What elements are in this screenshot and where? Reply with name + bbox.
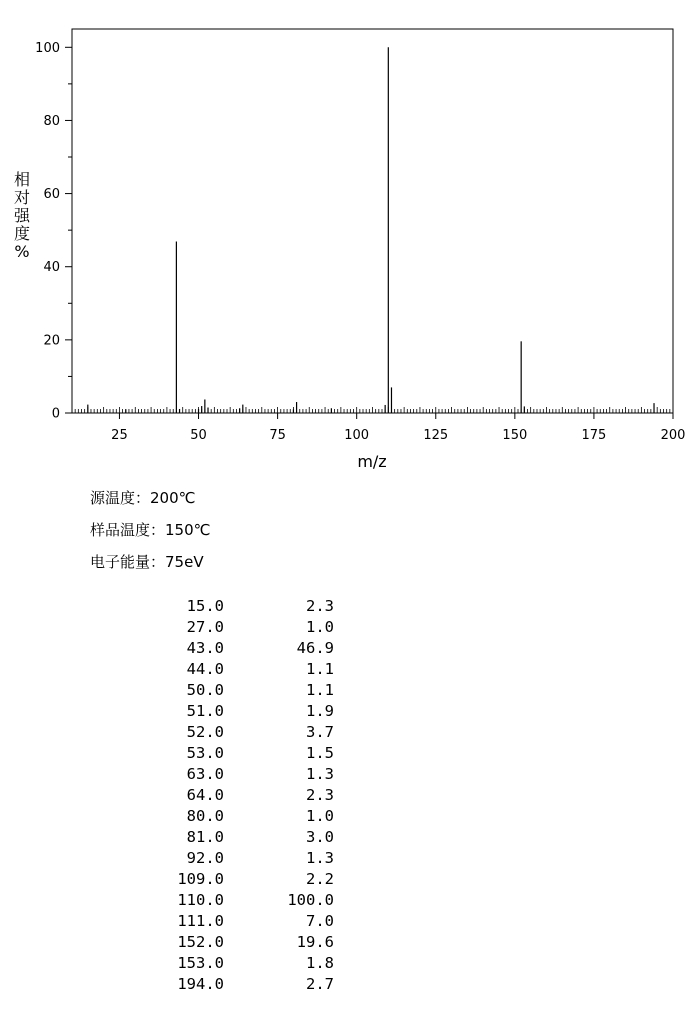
intensity-cell: 1.5 bbox=[306, 744, 334, 762]
intensity-cell: 1.0 bbox=[306, 618, 334, 636]
mz-cell: 15.0 bbox=[186, 597, 224, 615]
intensity-cell: 7.0 bbox=[306, 912, 334, 930]
x-axis-label: m/z bbox=[357, 452, 387, 471]
table-row bbox=[150, 743, 334, 764]
intensity-cell: 2.3 bbox=[306, 786, 334, 804]
electron-energy: 电子能量：75eV bbox=[90, 553, 204, 571]
table-row bbox=[150, 953, 334, 974]
intensity-cell: 1.3 bbox=[306, 849, 334, 867]
y-axis-label-char: 对 bbox=[13, 188, 31, 207]
table-row bbox=[150, 785, 334, 806]
y-axis-label-char: % bbox=[14, 242, 30, 261]
intensity-cell: 46.9 bbox=[296, 639, 334, 657]
x-tick-label: 75 bbox=[269, 428, 286, 443]
intensity-cell: 1.1 bbox=[306, 660, 334, 678]
intensity-cell: 19.6 bbox=[296, 933, 334, 951]
x-axis-ticks bbox=[111, 413, 685, 443]
spectrum-peaks bbox=[88, 47, 654, 413]
table-row bbox=[150, 974, 334, 995]
mz-cell: 43.0 bbox=[186, 639, 224, 657]
intensity-cell: 1.1 bbox=[306, 681, 334, 699]
table-row bbox=[150, 680, 334, 701]
mz-cell: 27.0 bbox=[186, 618, 224, 636]
intensity-cell: 2.7 bbox=[306, 975, 334, 993]
intensity-cell: 2.2 bbox=[306, 870, 334, 888]
table-row bbox=[150, 617, 334, 638]
source-temperature: 源温度：200℃ bbox=[90, 489, 196, 507]
mz-cell: 152.0 bbox=[177, 933, 224, 951]
x-tick-label: 100 bbox=[344, 428, 370, 443]
table-row bbox=[150, 869, 334, 890]
x-tick-label: 25 bbox=[111, 428, 128, 443]
y-axis-ticks bbox=[35, 41, 72, 422]
mz-cell: 64.0 bbox=[186, 786, 224, 804]
table-row bbox=[150, 848, 334, 869]
table-row bbox=[150, 911, 334, 932]
table-row bbox=[150, 659, 334, 680]
y-tick-label: 60 bbox=[43, 187, 60, 203]
mz-cell: 92.0 bbox=[186, 849, 224, 867]
mz-cell: 81.0 bbox=[186, 828, 224, 846]
mz-cell: 109.0 bbox=[177, 870, 224, 888]
table-row bbox=[150, 827, 334, 848]
intensity-cell: 2.3 bbox=[306, 597, 334, 615]
table-row bbox=[150, 596, 334, 617]
table-row bbox=[150, 722, 334, 743]
mz-cell: 51.0 bbox=[186, 702, 224, 720]
y-tick-label: 80 bbox=[43, 113, 60, 129]
y-tick-label: 0 bbox=[51, 406, 60, 422]
plot-frame bbox=[72, 29, 673, 413]
intensity-cell: 3.0 bbox=[306, 828, 334, 846]
y-tick-label: 40 bbox=[43, 260, 60, 276]
mz-cell: 44.0 bbox=[186, 660, 224, 678]
mz-cell: 50.0 bbox=[186, 681, 224, 699]
y-tick-label: 20 bbox=[43, 333, 60, 349]
y-axis-label-char: 相 bbox=[13, 170, 31, 189]
y-axis-label bbox=[14, 170, 31, 261]
y-axis-label-char: 度 bbox=[13, 224, 31, 243]
mz-cell: 53.0 bbox=[186, 744, 224, 762]
table-row bbox=[150, 932, 334, 953]
intensity-cell: 1.0 bbox=[306, 807, 334, 825]
mz-cell: 52.0 bbox=[186, 723, 224, 741]
peak-table bbox=[150, 596, 334, 995]
mz-cell: 63.0 bbox=[186, 765, 224, 783]
x-minor-ticks bbox=[75, 407, 670, 413]
table-row bbox=[150, 764, 334, 785]
table-row bbox=[150, 890, 334, 911]
intensity-cell: 100.0 bbox=[287, 891, 334, 909]
x-tick-label: 50 bbox=[190, 428, 207, 443]
x-tick-label: 175 bbox=[581, 428, 607, 443]
intensity-cell: 1.9 bbox=[306, 702, 334, 720]
intensity-cell: 1.8 bbox=[306, 954, 334, 972]
y-tick-label: 100 bbox=[35, 40, 60, 56]
table-row bbox=[150, 806, 334, 827]
x-tick-label: 200 bbox=[660, 428, 686, 443]
mz-cell: 110.0 bbox=[177, 891, 224, 909]
intensity-cell: 3.7 bbox=[306, 723, 334, 741]
y-axis-label-char: 强 bbox=[13, 206, 31, 225]
intensity-cell: 1.3 bbox=[306, 765, 334, 783]
table-row bbox=[150, 638, 334, 659]
mass-spectrum-chart bbox=[0, 0, 696, 480]
x-tick-label: 125 bbox=[423, 428, 449, 443]
x-tick-label: 150 bbox=[502, 428, 528, 443]
mz-cell: 80.0 bbox=[186, 807, 224, 825]
sample-temperature: 样品温度：150℃ bbox=[90, 521, 211, 539]
mz-cell: 153.0 bbox=[177, 954, 224, 972]
mz-cell: 194.0 bbox=[177, 975, 224, 993]
mz-cell: 111.0 bbox=[177, 912, 224, 930]
table-row bbox=[150, 701, 334, 722]
